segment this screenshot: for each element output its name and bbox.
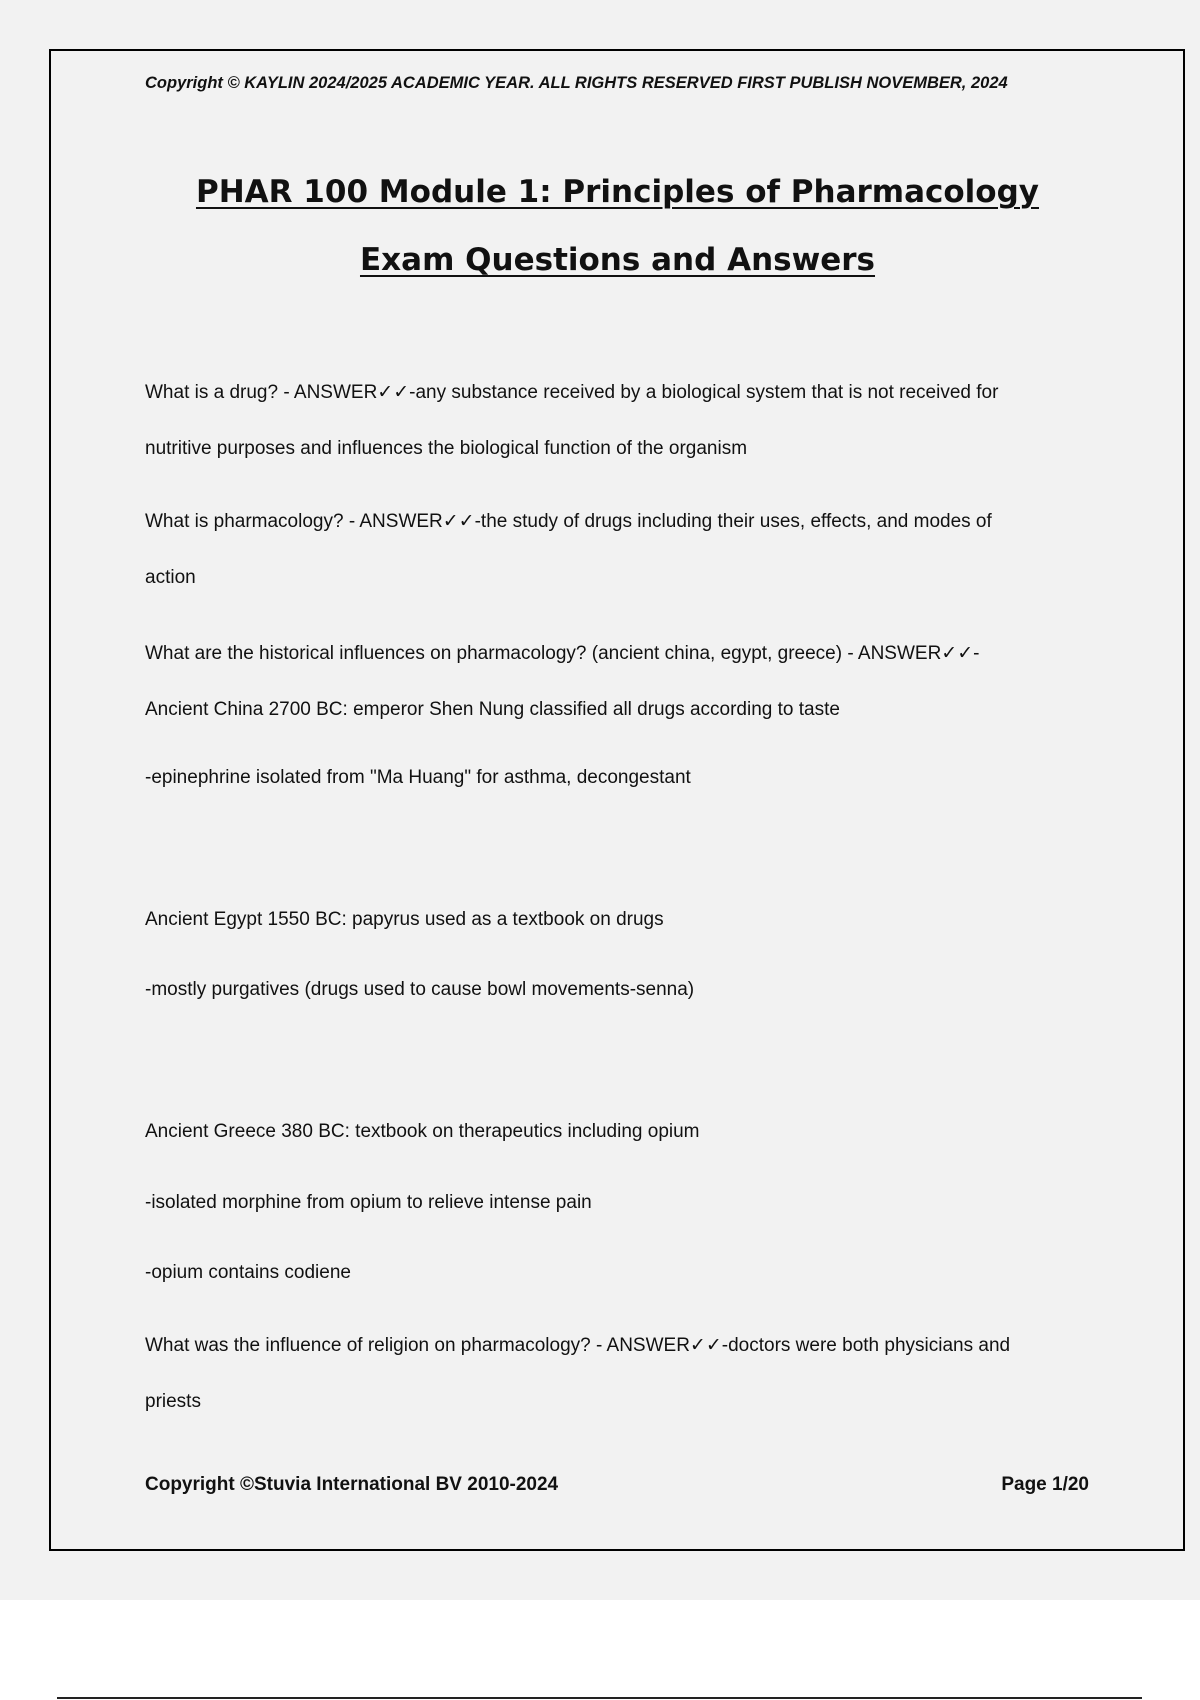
text-line: What is a drug? - ANSWER✓✓-any substance received by a biological system that is not received for: [145, 382, 999, 403]
header-copyright: Copyright © KAYLIN 2024/2025 ACADEMIC YEAR. ALL RIGHTS RESERVED FIRST PUBLISH NOVEMBER, 2024: [145, 74, 1008, 92]
text-line: -opium contains codiene: [145, 1262, 351, 1283]
text-line: What is pharmacology? - ANSWER✓✓-the study of drugs including their uses, effects, and modes of: [145, 511, 992, 532]
footer-copyright: Copyright ©Stuvia International BV 2010-2024: [145, 1474, 559, 1495]
text-line: Ancient China 2700 BC: emperor Shen Nung classified all drugs according to taste: [145, 699, 840, 720]
document-title-line-1: PHAR 100 Module 1: Principles of Pharmacology: [195, 174, 1039, 210]
text-line: -isolated morphine from opium to relieve intense pain: [145, 1192, 592, 1213]
next-page-rule: [57, 1697, 1142, 1699]
text-line: What was the influence of religion on pharmacology? - ANSWER✓✓-doctors were both physicians and: [145, 1335, 1011, 1356]
text-line: nutritive purposes and influences the biological function of the organism: [145, 438, 748, 459]
text-line: Ancient Egypt 1550 BC: papyrus used as a textbook on drugs: [145, 909, 664, 930]
document-title-line-2: Exam Questions and Answers: [359, 242, 876, 278]
text-line: Ancient Greece 380 BC: textbook on therapeutics including opium: [145, 1121, 700, 1142]
text-line: -mostly purgatives (drugs used to cause bowl movements-senna): [145, 979, 695, 1000]
text-line: action: [145, 567, 196, 588]
page-number: Page 1/20: [1001, 1474, 1089, 1495]
text-line: What are the historical influences on pharmacology? (ancient china, egypt, greece) - ANSWER✓✓-: [145, 643, 980, 664]
text-line: -epinephrine isolated from "Ma Huang" for asthma, decongestant: [145, 767, 691, 788]
text-line: priests: [145, 1391, 201, 1412]
